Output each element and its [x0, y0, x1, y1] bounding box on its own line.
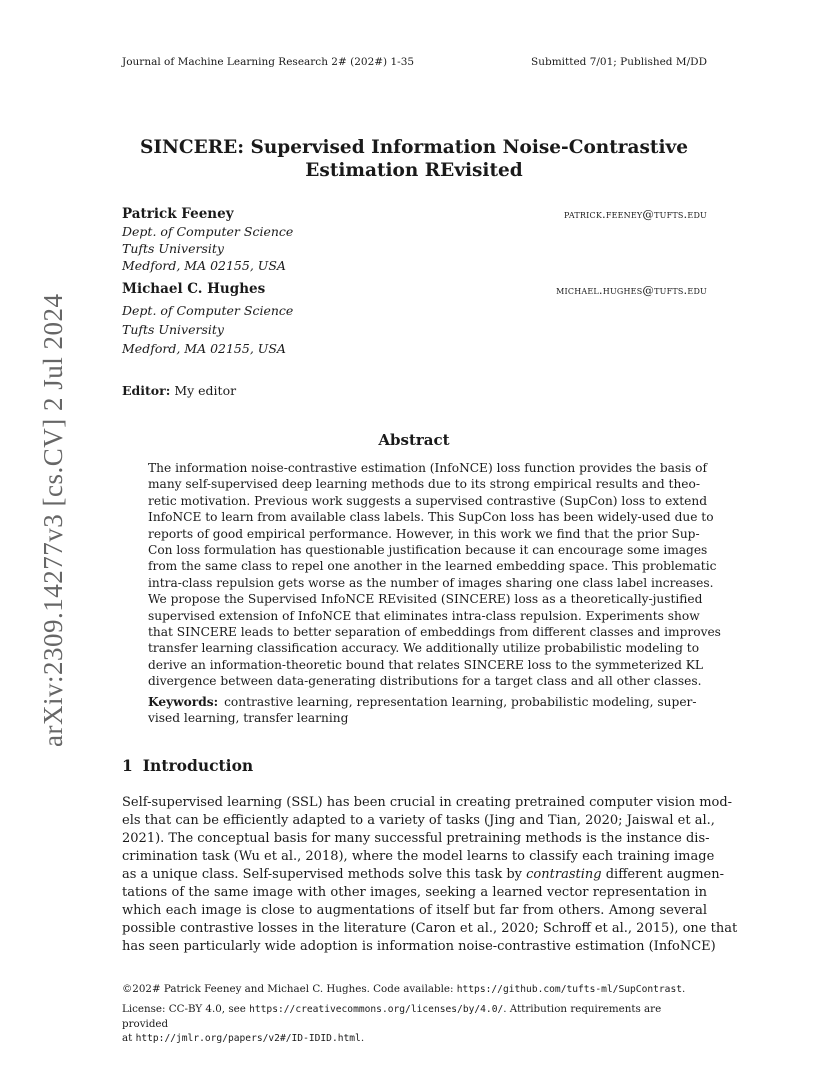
affiliation-line: Medford, MA 02155, USA — [122, 258, 286, 273]
abstract-line: We propose the Supervised InfoNCE REvisited (SINCERE) loss as a theoretically-justified — [148, 592, 703, 607]
author-email-1: patrick.feeney@tufts.edu — [563, 207, 707, 221]
abstract-line: supervised extension of InfoNCE that eliminates intra-class repulsion. Experiments show — [148, 608, 700, 623]
intro-line: tations of the same image with other images, seeking a learned vector representation in — [122, 885, 707, 900]
copyright-text: ©202# Patrick Feeney and Michael C. Hughes. Code available: — [122, 983, 457, 995]
license-text: License: CC-BY 4.0, see — [122, 1003, 250, 1015]
license-footnote — [122, 1002, 707, 1046]
abstract-line: derive an information-theoretic bound that relates SINCERE loss to the symmeterized KL — [148, 657, 703, 672]
abstract-line: reports of good empirical performance. However, in this work we find that the prior Sup- — [148, 526, 700, 541]
author-affiliation-1 — [122, 223, 293, 274]
editor-value: My editor — [174, 383, 237, 398]
abstract-line: from the same class to repel one another in the learned embedding space. This problematic — [148, 559, 717, 574]
license-end: . — [360, 1032, 365, 1044]
affiliation-line: Tufts University — [122, 241, 224, 256]
abstract-line: many self-supervised deep learning methods due to its strong empirical results and theo- — [148, 477, 700, 492]
journal-header: Journal of Machine Learning Research 2# (202#) 1-35 — [122, 56, 415, 68]
keywords — [148, 694, 697, 727]
intro-line: els that can be efficiently adapted to a variety of tasks (Jing and Tian, 2020; Jaiswal et al., — [122, 813, 715, 828]
keywords-text-2: vised learning, transfer learning — [148, 711, 349, 726]
affiliation-line: Dept. of Computer Science — [122, 224, 294, 239]
editor-label: Editor: — [122, 383, 171, 398]
license-line-1 — [122, 1002, 707, 1031]
abstract-line: The information noise-contrastive estimation (InfoNCE) loss function provides the basis of — [148, 461, 708, 475]
author-affiliation-2 — [122, 301, 293, 358]
abstract-line: Con loss formulation has questionable justification because it can encourage some images — [148, 543, 708, 558]
intro-line: which each image is close to augmentations of itself but far from others. Among several — [122, 903, 707, 918]
code-link[interactable]: https://github.com/tufts-ml/SupContrast — [456, 984, 682, 995]
license-mid: . Attribution requirements are provided — [122, 1003, 662, 1030]
license-at: at — [122, 1032, 136, 1044]
affiliation-line: Tufts University — [122, 322, 224, 337]
author-email-2: michael.hughes@tufts.edu — [556, 283, 707, 297]
intro-paragraph — [122, 794, 738, 956]
keywords-text-1: contrastive learning, representation learning, probabilistic modeling, super- — [224, 695, 697, 709]
abstract-line: InfoNCE to learn from available class labels. This SupCon loss has been widely-used due to — [148, 510, 714, 525]
intro-line: Self-supervised learning (SSL) has been crucial in creating pretrained computer vision mod- — [122, 795, 733, 810]
editor-line — [122, 383, 236, 398]
keywords-label: Keywords: — [148, 695, 219, 709]
section-title: Introduction — [142, 756, 254, 775]
paper-title-line-1: SINCERE: Supervised Information Noise-Contrastive — [139, 137, 689, 158]
emphasis: contrasting — [526, 867, 602, 882]
abstract-line: intra-class repulsion gets worse as the number of images sharing one class label increases. — [148, 575, 714, 590]
abstract-body — [148, 460, 721, 690]
intro-line: crimination task (Wu et al., 2018), where the model learns to classify each training image — [122, 849, 715, 864]
author-name-1: Patrick Feeney — [122, 206, 234, 222]
license-line-2 — [122, 1031, 707, 1046]
author-name-2: Michael C. Hughes — [122, 281, 266, 297]
abstract-heading: Abstract — [378, 431, 450, 449]
abstract-line: retic motivation. Previous work suggests a supervised contrastive (SupCon) loss to extend — [148, 493, 708, 508]
paper-title-line-2: Estimation REvisited — [305, 160, 523, 181]
copyright-end: . — [682, 983, 686, 995]
intro-line: has seen particularly wide adoption is information noise-contrastive estimation (InfoNCE) — [122, 939, 716, 954]
jmlr-link[interactable]: http://jmlr.org/papers/v2#/ID-IDID.html — [135, 1033, 361, 1044]
submission-dates: Submitted 7/01; Published M/DD — [531, 56, 707, 68]
section-number: 1 — [122, 756, 133, 775]
affiliation-line: Dept. of Computer Science — [122, 303, 294, 318]
intro-line: as a unique class. Self-supervised methods solve this task by contrasting different augmen- — [122, 867, 724, 882]
intro-line: 2021). The conceptual basis for many successful pretraining methods is the instance dis- — [122, 831, 710, 846]
abstract-line: that SINCERE leads to better separation of embeddings from different classes and improves — [148, 625, 721, 640]
intro-line: possible contrastive losses in the literature (Caron et al., 2020; Schroff et al., 2015), one that — [122, 921, 738, 936]
license-link[interactable]: https://creativecommons.org/licenses/by/4.0/ — [249, 1004, 504, 1015]
abstract-line: divergence between data-generating distributions for a target class and all other classes. — [148, 674, 702, 689]
copyright-footnote — [122, 982, 707, 997]
section-heading — [122, 756, 253, 775]
affiliation-line: Medford, MA 02155, USA — [122, 341, 286, 356]
arxiv-stamp: arXiv:2309.14277v3 [cs.CV] 2 Jul 2024 — [38, 293, 68, 747]
keywords-line-1 — [148, 694, 697, 710]
abstract-line: transfer learning classification accuracy. We additionally utilize probabilistic modeling to — [148, 641, 700, 656]
